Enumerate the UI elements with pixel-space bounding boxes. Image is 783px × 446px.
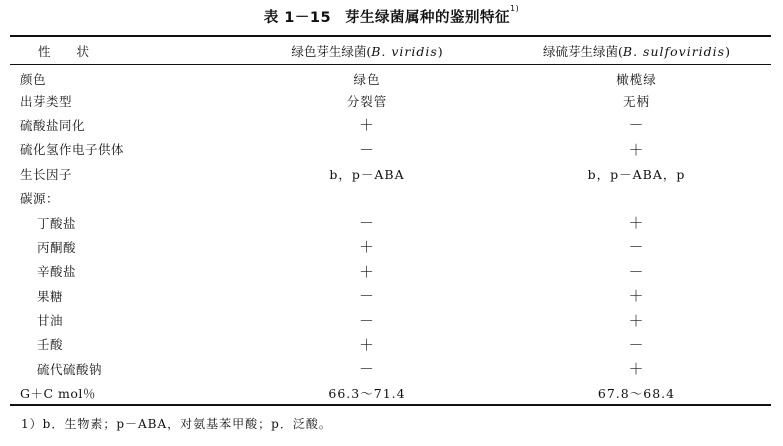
row-value-b-sulfoviridis <box>502 186 771 210</box>
row-name: 碳源： <box>20 191 60 207</box>
row-value-b-sulfoviridis: 无柄 <box>622 93 650 109</box>
table-title <box>0 6 783 27</box>
table-row <box>10 259 771 283</box>
row-value-b-viridis: ＋ <box>358 262 375 281</box>
row-name: 出芽类型 <box>20 93 73 109</box>
table-row <box>10 88 771 112</box>
row-name: 硫化氢作电子供体 <box>20 142 125 158</box>
row-value-b-viridis: 分裂管 <box>346 93 388 109</box>
row-value-b-sulfoviridis: b，p－ABA，p <box>587 166 686 182</box>
table-row <box>10 357 771 381</box>
row-name: G＋C mol％ <box>20 386 96 402</box>
row-value-b-viridis: ＋ <box>358 238 375 257</box>
row-value-b-sulfoviridis: － <box>628 262 645 281</box>
row-value-b-viridis: 绿色 <box>353 72 381 88</box>
table-row <box>10 210 771 234</box>
row-value-b-sulfoviridis: 橄榄绿 <box>616 72 657 88</box>
identification-table <box>10 37 771 405</box>
row-value-b-viridis: － <box>358 287 375 306</box>
table-footnote: 1）b．生物素；p－ABA，对氨基苯甲酸；p．泛酸。 <box>21 417 332 431</box>
header-trait: 性状 <box>38 43 116 59</box>
row-value-b-sulfoviridis: 67.8～68.4 <box>597 386 676 402</box>
row-value-b-viridis: ＋ <box>358 335 375 354</box>
row-value-b-sulfoviridis: － <box>628 238 645 257</box>
row-value-b-sulfoviridis: ＋ <box>628 214 645 233</box>
row-value-b-sulfoviridis: ＋ <box>628 311 645 330</box>
header-b-sulfoviridis <box>502 37 771 64</box>
row-name: 丙酮酸 <box>37 239 77 255</box>
row-value-b-viridis: － <box>358 214 375 233</box>
table-title-text: 芽生绿菌属种的鉴别特征 <box>345 10 511 26</box>
table-row <box>10 381 771 405</box>
row-name: 硫代硫酸钠 <box>37 361 103 377</box>
row-name: 壬酸 <box>37 337 64 353</box>
table-row <box>10 284 771 308</box>
row-value-b-viridis: － <box>358 140 375 159</box>
table-row <box>10 162 771 186</box>
row-value-b-sulfoviridis: － <box>628 116 645 135</box>
header-b-viridis-latin: B. viridis <box>371 43 438 59</box>
header-b-viridis-cn: 绿色芽生绿菌( <box>291 43 372 59</box>
row-value-b-sulfoviridis: － <box>628 335 645 354</box>
row-value-b-viridis <box>232 186 502 210</box>
row-value-b-viridis: b，p－ABA <box>329 166 405 182</box>
table-row <box>10 113 771 137</box>
table-row <box>10 186 771 210</box>
row-value-b-viridis: － <box>358 311 375 330</box>
header-b-viridis <box>232 37 502 64</box>
row-name: 颜色 <box>20 72 47 88</box>
table-row <box>10 308 771 332</box>
table-row <box>10 64 771 88</box>
table-row <box>10 332 771 356</box>
row-name: 果糖 <box>37 288 64 304</box>
row-value-b-sulfoviridis: ＋ <box>628 287 645 306</box>
row-value-b-viridis: 66.3～71.4 <box>328 386 406 402</box>
row-value-b-viridis: － <box>358 360 375 379</box>
row-name: 辛酸盐 <box>37 264 77 280</box>
row-value-b-viridis: ＋ <box>358 116 375 135</box>
row-name: 硫酸盐同化 <box>20 117 86 133</box>
table-row <box>10 235 771 259</box>
header-b-sulfoviridis-latin: B. sulfoviridis <box>622 43 726 59</box>
header-b-sulfoviridis-cn: 绿硫芽生绿菌( <box>543 43 623 59</box>
row-name: 甘油 <box>37 313 64 329</box>
header-row <box>10 37 771 64</box>
table-row <box>10 137 771 161</box>
row-name: 生长因子 <box>20 166 73 182</box>
row-name: 丁酸盐 <box>37 215 77 231</box>
title-footnote-mark: 1) <box>510 4 520 13</box>
header-b-viridis-end: ) <box>437 43 443 59</box>
row-value-b-sulfoviridis: ＋ <box>628 140 645 159</box>
table-number: 表 1－15 <box>263 10 332 26</box>
header-b-sulfoviridis-end: ) <box>725 43 730 59</box>
row-value-b-sulfoviridis: ＋ <box>628 360 645 379</box>
